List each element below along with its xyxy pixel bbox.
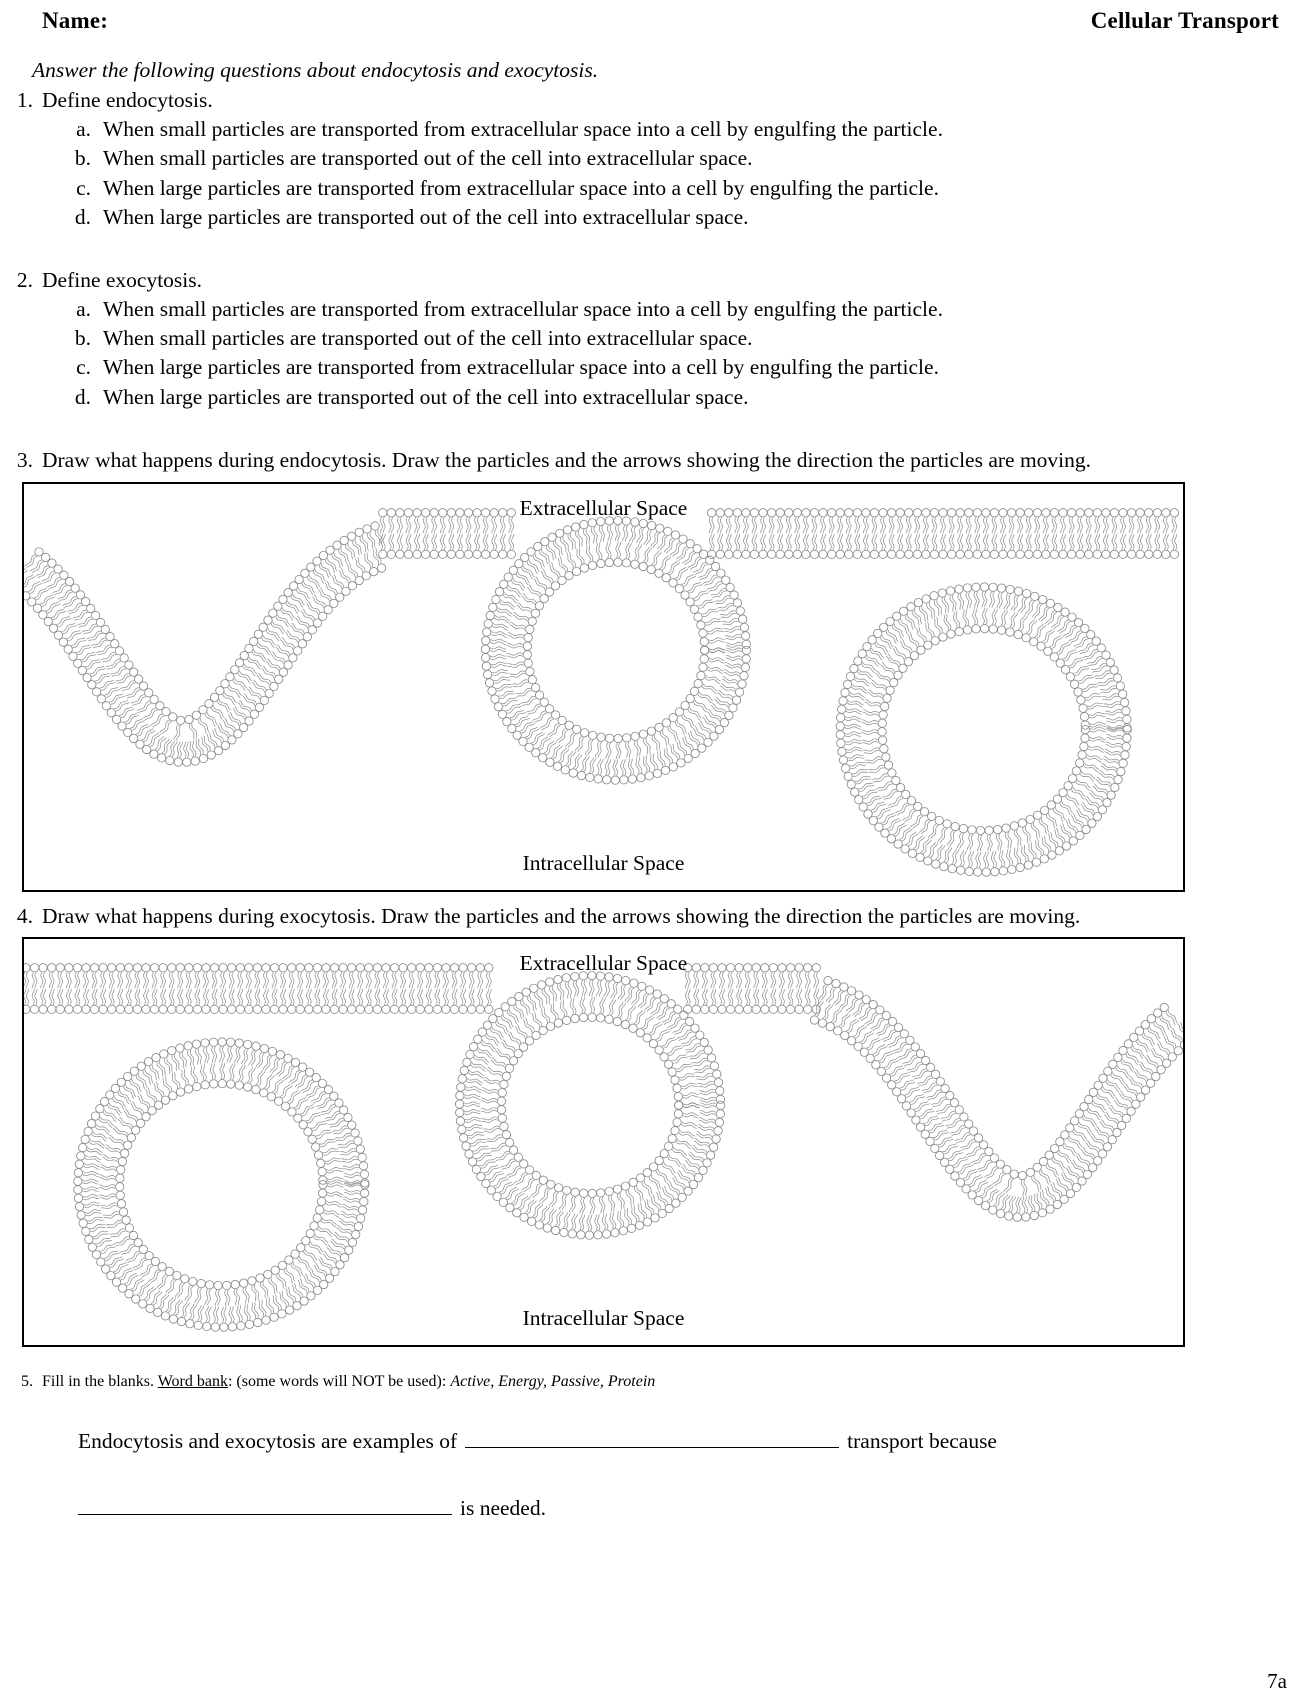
choice-2a[interactable] [0, 295, 1309, 324]
question-5-instruction: : (some words will NOT be used): [227, 1373, 451, 1391]
page-header [42, 8, 1279, 34]
question-3-row [0, 446, 1309, 475]
instructions-line: Answer the following questions about endocytosis and exocytosis. [32, 58, 599, 82]
choice-2b-letter: b. [74, 326, 91, 351]
word-bank-label: Word bank [157, 1373, 228, 1391]
exocytosis-diagram [22, 937, 1185, 1347]
choice-2d-text: When large particles are transported out of the cell into extracellular space. [103, 384, 749, 409]
endocytosis-intracellular-label: Intracellular Space [522, 850, 685, 875]
choice-2c-text: When large particles are transported from extracellular space into a cell by engulfing the particle. [103, 355, 939, 380]
question-3-number: 3. [16, 447, 33, 472]
answer-blank-2[interactable] [78, 1494, 452, 1515]
question-4 [0, 902, 1309, 931]
choice-1a-text: When small particles are transported from extracellular space into a cell by engulfing the particle. [103, 117, 943, 142]
question-1-row [0, 86, 1309, 115]
choice-2d[interactable] [0, 383, 1309, 412]
choice-1c-text: When large particles are transported from extracellular space into a cell by engulfing the particle. [103, 175, 939, 200]
spacer-after-diagram1 [0, 892, 1309, 902]
question-2 [0, 266, 1309, 412]
name-label: Name: [42, 8, 109, 33]
word-bank-words: Active, Energy, Passive, Protein [450, 1373, 656, 1391]
question-5-lead: Fill in the blanks. [42, 1373, 158, 1391]
choice-2a-text: When small particles are transported from extracellular space into a cell by engulfing the particle. [103, 296, 943, 321]
endocytosis-diagram [22, 482, 1185, 892]
exocytosis-extracellular-label: Extracellular Space [519, 951, 688, 976]
question-5-number: 5. [21, 1373, 33, 1391]
choice-2c-letter: c. [76, 355, 91, 380]
question-4-number: 4. [16, 903, 33, 928]
question-list [0, 86, 1309, 1347]
document-title: Cellular Transport [1090, 8, 1279, 33]
question-5-row [0, 1373, 1309, 1391]
question-1 [0, 86, 1309, 232]
choice-1b-letter: b. [74, 146, 91, 171]
choice-2d-letter: d. [74, 384, 91, 409]
question-3 [0, 446, 1309, 475]
spacer-after-q2 [0, 412, 1309, 446]
question-2-text: Define exocytosis. [42, 268, 203, 293]
question-5 [0, 1373, 1309, 1521]
choice-1d-text: When large particles are transported out of the cell into extracellular space. [103, 204, 749, 229]
choice-1a-letter: a. [76, 117, 91, 142]
question-5-sentence-line-2 [78, 1494, 1309, 1521]
spacer-after-q1 [0, 232, 1309, 266]
choice-1d[interactable] [0, 203, 1309, 232]
endocytosis-membrane-graphic [24, 484, 1183, 890]
worksheet-content [0, 56, 1309, 1521]
question-1-text: Define endocytosis. [42, 88, 213, 113]
sentence-part-3: is needed. [460, 1496, 546, 1521]
question-2-choices [0, 295, 1309, 412]
choice-1c[interactable] [0, 174, 1309, 203]
endocytosis-extracellular-label: Extracellular Space [519, 495, 688, 520]
question-5-text [42, 1373, 1309, 1391]
choice-1b[interactable] [0, 144, 1309, 173]
question-1-choices [0, 115, 1309, 232]
question-5-sentence-line-1 [78, 1427, 1309, 1454]
choice-1c-letter: c. [76, 175, 91, 200]
choice-1b-text: When small particles are transported out of the cell into extracellular space. [103, 146, 753, 171]
question-1-number: 1. [16, 88, 33, 113]
question-2-number: 2. [16, 268, 33, 293]
page-number: 7a [1267, 1669, 1287, 1693]
choice-2b[interactable] [0, 324, 1309, 353]
exocytosis-intracellular-label: Intracellular Space [522, 1306, 685, 1331]
answer-blank-1[interactable] [465, 1427, 839, 1448]
question-2-row [0, 266, 1309, 295]
question-3-text: Draw what happens during endocytosis. Draw the particles and the arrows showing the direction the particles are moving. [42, 447, 1092, 472]
choice-1a[interactable] [0, 115, 1309, 144]
choice-2a-letter: a. [76, 296, 91, 321]
choice-2c[interactable] [0, 353, 1309, 382]
sentence-part-2: transport because [847, 1429, 997, 1454]
question-4-row [0, 902, 1309, 931]
exocytosis-membrane-graphic [24, 939, 1183, 1345]
question-4-text: Draw what happens during exocytosis. Draw the particles and the arrows showing the direction the particles are moving. [42, 903, 1081, 928]
choice-1d-letter: d. [74, 204, 91, 229]
sentence-part-1: Endocytosis and exocytosis are examples of [78, 1429, 458, 1454]
choice-2b-text: When small particles are transported out of the cell into extracellular space. [103, 326, 753, 351]
